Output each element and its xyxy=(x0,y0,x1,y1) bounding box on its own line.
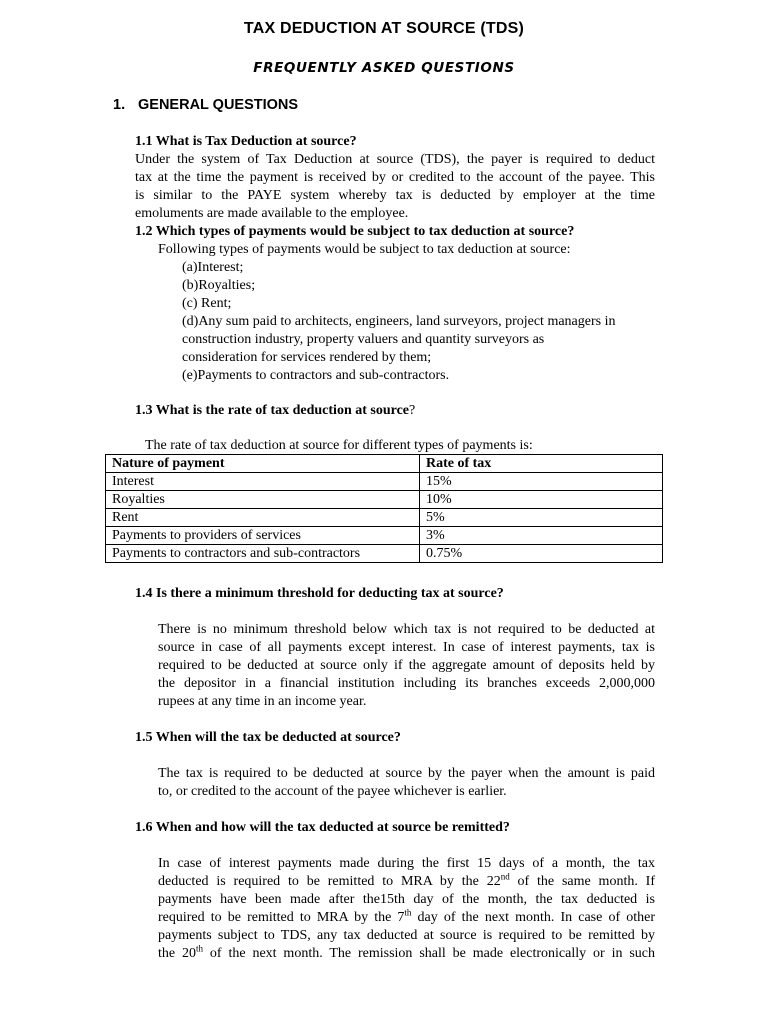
list-item: (e)Payments to contractors and sub-contractors. xyxy=(182,368,450,383)
answer-1-4-line: source in case of all payments except interest. In case of interest payments, tax is xyxy=(158,640,655,655)
rate-cell: 0.75% xyxy=(420,545,663,563)
answer-text: the 20 xyxy=(158,946,196,961)
list-item: (b)Royalties; xyxy=(182,278,256,293)
answer-text: of the next month. The remission shall be made electronically or in such xyxy=(203,946,656,961)
document-subtitle: FREQUENTLY ASKED QUESTIONS xyxy=(253,60,515,76)
list-item: construction industry, property valuers and quantity surveyors as xyxy=(182,332,545,347)
list-item: (a)Interest; xyxy=(182,260,244,275)
payment-type-cell: Payments to contractors and sub-contractors xyxy=(106,545,420,563)
table-row xyxy=(106,545,663,563)
answer-1-6 xyxy=(158,855,655,963)
table-row xyxy=(106,527,663,545)
answer-1-4-line: the depositor in a financial institution including its branches exceeds 2,000,000 xyxy=(158,676,655,691)
answer-1-6-line xyxy=(158,945,655,963)
question-1-4: 1.4 Is there a minimum threshold for deducting tax at source? xyxy=(135,586,504,601)
question-1-2: 1.2 Which types of payments would be subject to tax deduction at source? xyxy=(135,224,575,239)
column-header-rate: Rate of tax xyxy=(420,455,663,473)
payment-type-cell: Rent xyxy=(106,509,420,527)
column-header-nature: Nature of payment xyxy=(106,455,420,473)
answer-1-5 xyxy=(158,765,655,801)
answer-1-4-line: rupees at any time in an income year. xyxy=(158,694,367,709)
answer-1-1-line: Under the system of Tax Deduction at source (TDS), the payer is required to deduct xyxy=(135,152,655,167)
answer-1-6-line: payments have been made after the15th day of the month, the tax deducted is xyxy=(158,892,655,907)
rate-cell: 5% xyxy=(420,509,663,527)
answer-1-5-line: to, or credited to the account of the payee whichever is earlier. xyxy=(158,784,507,799)
question-1-1: 1.1 What is Tax Deduction at source? xyxy=(135,134,357,149)
payment-type-cell: Royalties xyxy=(106,491,420,509)
answer-1-1 xyxy=(135,151,655,223)
section-heading xyxy=(113,97,298,113)
answer-text: day of the next month. In case of other xyxy=(411,910,655,925)
answer-text: required to be remitted to MRA by the 7 xyxy=(158,910,405,925)
answer-1-4 xyxy=(158,621,655,711)
payment-type-cell: Payments to providers of services xyxy=(106,527,420,545)
table-row xyxy=(106,473,663,491)
table-header-row xyxy=(106,455,663,473)
answer-1-2-intro: Following types of payments would be subject to tax deduction at source: xyxy=(158,242,571,257)
list-item: (c) Rent; xyxy=(182,296,232,311)
answer-text: deducted is required to be remitted to MRA by the 22 xyxy=(158,874,501,889)
question-1-5: 1.5 When will the tax be deducted at source? xyxy=(135,730,401,745)
answer-1-5-line: The tax is required to be deducted at source by the payer when the amount is paid xyxy=(158,766,655,781)
question-1-6: 1.6 When and how will the tax deducted at source be remitted? xyxy=(135,820,510,835)
tax-rate-table xyxy=(105,454,663,563)
payment-type-cell: Interest xyxy=(106,473,420,491)
rate-cell: 3% xyxy=(420,527,663,545)
ordinal-suffix: nd xyxy=(500,871,510,882)
table-row xyxy=(106,509,663,527)
section-title: GENERAL QUESTIONS xyxy=(138,97,299,113)
rate-cell: 10% xyxy=(420,491,663,509)
answer-1-6-line xyxy=(158,873,655,891)
answer-1-4-line: There is no minimum threshold below which tax is not required to be deducted at xyxy=(158,622,655,637)
answer-1-1-line: is similar to the PAYE system whereby tax is deducted by employer at the time xyxy=(135,188,655,203)
document-title: TAX DEDUCTION AT SOURCE (TDS) xyxy=(243,20,525,37)
answer-text: of the same month. If xyxy=(509,874,655,889)
ordinal-suffix: th xyxy=(404,907,412,918)
answer-1-3-intro: The rate of tax deduction at source for different types of payments is: xyxy=(145,438,533,453)
ordinal-suffix: th xyxy=(196,943,204,954)
answer-1-1-line: tax at the time the payment is received by or credited to the account of the payee. This xyxy=(135,170,655,185)
answer-1-6-line xyxy=(158,909,655,927)
answer-1-4-line: required to be deducted at source only if the aggregate amount of deposits held by xyxy=(158,658,655,673)
table-row xyxy=(106,491,663,509)
answer-1-6-line: In case of interest payments made during the first 15 days of a month, the tax xyxy=(158,856,655,871)
rate-cell: 15% xyxy=(420,473,663,491)
question-1-3-text: 1.3 What is the rate of tax deduction at source xyxy=(135,403,410,418)
question-1-3 xyxy=(135,402,415,420)
answer-1-6-line: payments subject to TDS, any tax deducted at source is required to be remitted by xyxy=(158,928,655,943)
section-number: 1. xyxy=(113,97,126,113)
answer-1-1-line: emoluments are made available to the employee. xyxy=(135,206,409,221)
list-item: consideration for services rendered by them; xyxy=(182,350,432,365)
question-1-3-mark: ? xyxy=(409,403,416,418)
list-item: (d)Any sum paid to architects, engineers, land surveyors, project managers in xyxy=(182,314,616,329)
